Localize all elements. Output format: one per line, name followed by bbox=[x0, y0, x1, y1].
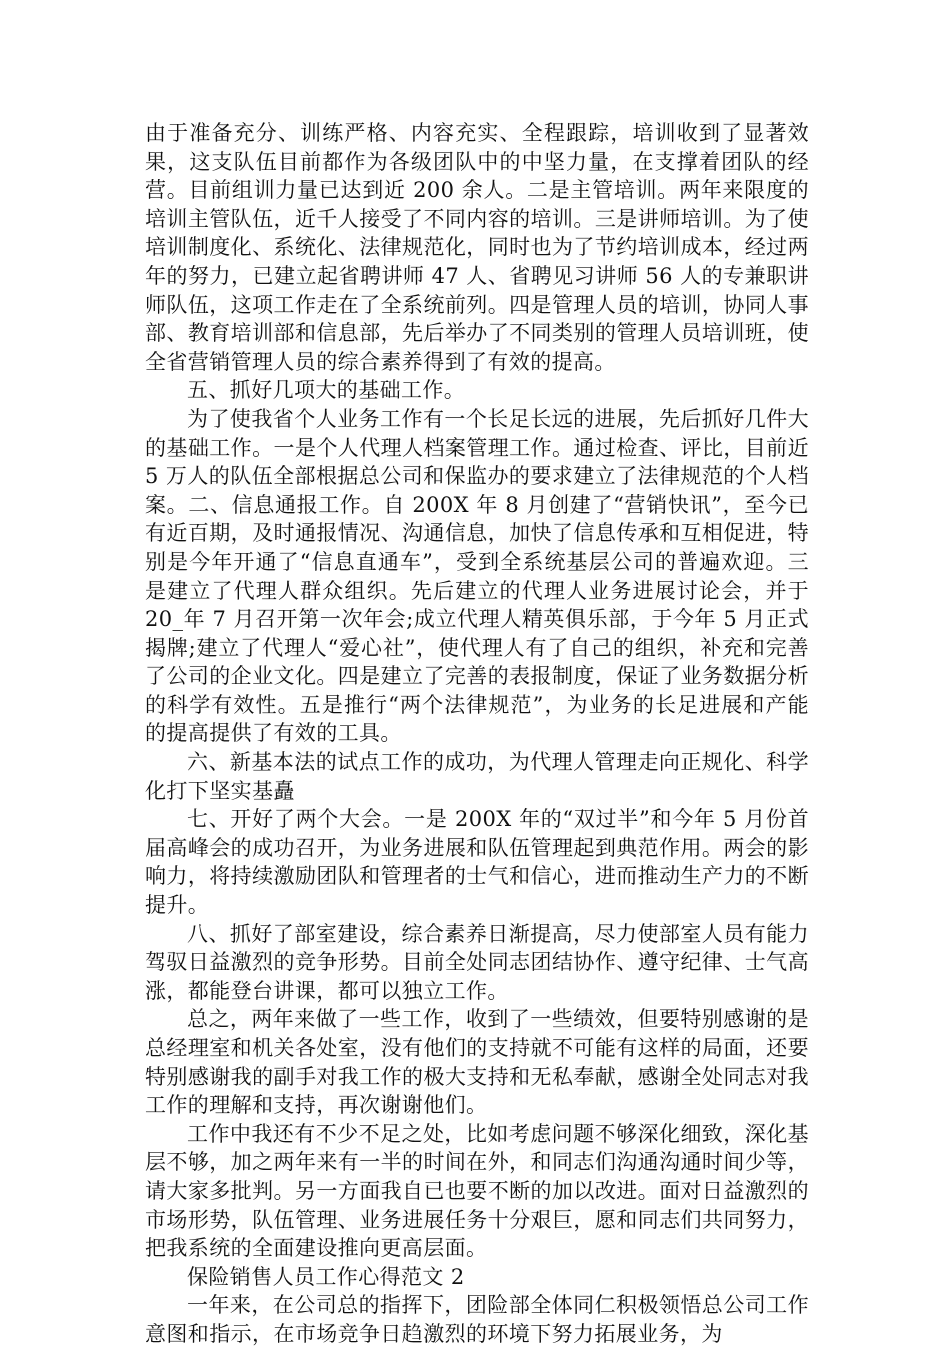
paragraph-sample-two-intro: 一年来，在公司总的指挥下，团险部全体同仁积极领悟总公司工作意图和指示，在市场竞争日趋激烈的环境下努力拓展业务，为 bbox=[145, 1293, 809, 1346]
paragraph-section-seven: 七、开好了两个大会。一是 200X 年的“双过半”和今年 5 月份首届高峰会的成功召开，为业务进展和队伍管理起到典范作用。两会的影响力，将持续激励团队和管理者的士气和信心，进而推动生产力的不断提升。 bbox=[145, 807, 809, 918]
paragraph-training-results: 由于准备充分、训练严格、内容充实、全程跟踪，培训收到了显著效果，这支队伍目前都作为各级团队中的中坚力量，在支撑着团队的经营。目前组训力量已达到近 200 余人。二是主管培训。两年来限度的培训主管队伍，近千人接受了不同内容的培训。三是讲师培训。为了使培训制度化、系统化、法律规范化，同时也为了节约培训成本，经过两年的努力，已建立起省聘讲师 47 人、省聘见习讲师 56 人的专兼职讲师队伍，这项工作走在了全系统前列。四是管理人员的培训，协同人事部、教育培训部和信息部，先后举办了不同类别的管理人员培训班，使全省营销管理人员的综合素养得到了有效的提高。 bbox=[145, 121, 809, 374]
paragraph-shortcomings: 工作中我还有不少不足之处，比如考虑问题不够深化细致，深化基层不够，加之两年来有一半的时间在外，和同志们沟通沟通时间少等，请大家多批判。另一方面我自已也要不断的加以改进。面对日益激烈的市场形势，队伍管理、业务进展任务十分艰巨，愿和同志们共同努力，把我系统的全面建设推向更高层面。 bbox=[145, 1121, 809, 1261]
heading-sample-two: 保险销售人员工作心得范文 2 bbox=[187, 1264, 465, 1289]
heading-section-five: 五、抓好几项大的基础工作。 bbox=[187, 378, 466, 403]
heading-section-six: 六、新基本法的试点工作的成功，为代理人管理走向正规化、科学化打下坚实基矗 bbox=[145, 750, 809, 803]
paragraph-section-eight: 八、抓好了部室建设，综合素养日渐提高，尽力使部室人员有能力驾驭日益激烈的竞争形势。目前全处同志团结协作、遵守纪律、士气高涨，都能登台讲课，都可以独立工作。 bbox=[145, 921, 809, 1003]
paragraph-basic-work: 为了使我省个人业务工作有一个长足长远的进展，先后抓好几件大的基础工作。一是个人代理人档案管理工作。通过检查、评比，目前近 5 万人的队伍全部根据总公司和保监办的要求建立了法律规范的个人档案。二、信息通报工作。自 200X 年 8 月创建了“营销快讯”，至今已有近百期，及时通报情况、沟通信息，加快了信息传承和互相促进，特别是今年开通了“信息直通车”，受到全系统基层公司的普遍欢迎。三是建立了代理人群众组织。先后建立的代理人业务进展讨论会，并于 20_年 7 月召开第一次年会;成立代理人精英俱乐部，于今年 5 月正式揭牌;建立了代理人“爱心社”，使代理人有了自己的组织，补充和完善了公司的企业文化。四是建立了完善的表报制度，保证了业务数据分析的科学有效性。五是推行“两个法律规范”，为业务的长足进展和产能的提高提供了有效的工具。 bbox=[145, 406, 809, 746]
paragraph-summary: 总之，两年来做了一些工作，收到了一些绩效，但要特别感谢的是总经理室和机关各处室，没有他们的支持就不可能有这样的局面，还要特别感谢我的副手对我工作的极大支持和无私奉献，感谢全处同志对我工作的理解和支持，再次谢谢他们。 bbox=[145, 1007, 809, 1118]
document-body bbox=[145, 119, 809, 1349]
